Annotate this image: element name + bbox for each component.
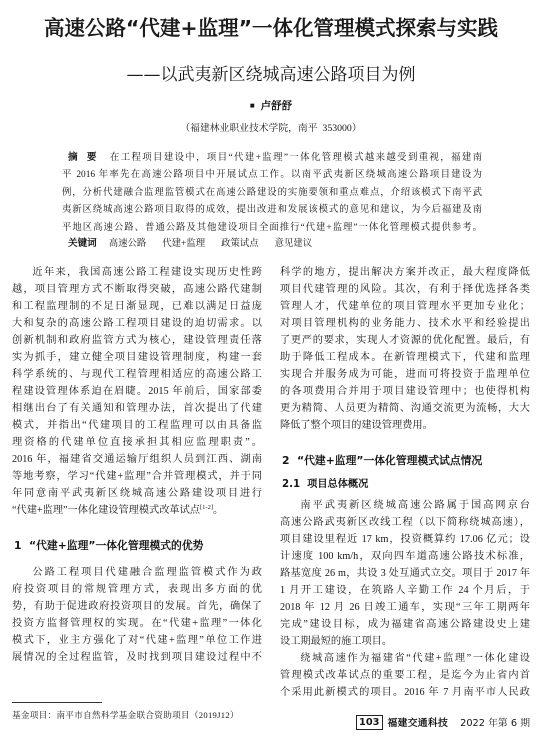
text-line: 势，有助于促进政府投资项目的发展。首先，确保了 bbox=[12, 600, 262, 612]
funding-footnote: 基金项目：南平市自然科学基金联合资助项目（2019J12） bbox=[12, 710, 239, 720]
text-line: 对项目管理机构的业务能力、技术水平和经验提出 bbox=[280, 317, 530, 329]
text-line: 投资方监督管理权的实现。在“代建+监理”一体化 bbox=[12, 617, 262, 629]
section-heading-2: 2 “代建+监理”一体化管理模式试点情况 bbox=[282, 453, 483, 467]
text-line: 计速度 100 km/h，双向四车道高速公路技术标准， bbox=[280, 550, 530, 562]
keyword: 政策试点 bbox=[221, 238, 259, 249]
footnote-divider bbox=[12, 702, 102, 703]
abstract-line: 夷新区绕城高速公路项目取得的成效，提出改进和发展该模式的意见和建议，为今后福建及南 bbox=[62, 205, 482, 216]
article-subtitle: ——以武夷新区绕城高速公路项目为例 bbox=[126, 65, 416, 85]
text-line: 降低了整个项目的建设管理费用。 bbox=[280, 419, 433, 431]
abstract bbox=[62, 149, 482, 238]
text-line: 完成”建设目标，成为福建省高速公路建设史上建 bbox=[280, 618, 530, 630]
text-line: 程建设管理体系迫在眉睫。2015 年前后，国家部委 bbox=[12, 385, 262, 397]
text-line: 大和复杂的高速公路工程项目建设的迫切需求。以 bbox=[12, 317, 262, 329]
text-line: 模式，并指出“代建项目的工程监理可以由具备监 bbox=[12, 419, 262, 431]
text-line: 南平武夷新区绕城高速公路属于国高网京台 bbox=[300, 499, 530, 511]
text-line: 和工程监理制的不足日渐显现，已难以满足日益庞 bbox=[12, 300, 262, 312]
text-line: 创新机制和政府监管方式为核心，建设管理责任落 bbox=[12, 334, 262, 346]
text-line: 的各项费用合并用于项目建设管理中；也使得机构 bbox=[280, 385, 530, 397]
text-line: 了更严的要求，实现人才资源的优化配置。最后，有 bbox=[280, 334, 530, 346]
text-line: 绕城高速作为福建省“代建+监理”一体化建设 bbox=[300, 652, 530, 664]
text-line: 管理人才，代建单位的项目管理水平更加专业化； bbox=[280, 300, 530, 312]
intro-paragraph bbox=[12, 264, 262, 519]
author-line bbox=[0, 99, 542, 114]
text-line: 1 月开工建设，在筑路人辛勤工作 24 个月后，于 bbox=[280, 584, 530, 596]
text-line: 模式下，业主方强化了对“代建+监理”单位工作进 bbox=[12, 634, 262, 646]
journal-name: 福建交通科技 bbox=[387, 718, 449, 729]
text-fragment: 。 bbox=[212, 504, 224, 516]
author-affiliation: （福建林业职业技术学院，南平 353000） bbox=[180, 123, 362, 134]
text-line: 相继出台了有关通知和管理办法，首次提出了代建 bbox=[12, 402, 262, 414]
text-line: 府投资项目的常规管理方式，表现出多方面的优 bbox=[12, 583, 262, 595]
keyword: 高速公路 bbox=[108, 238, 147, 249]
text-fragment: “代建+监理”一体化建设管理模式改革试点 bbox=[12, 504, 200, 516]
section-1-paragraph bbox=[12, 564, 262, 666]
text-line: 展情况的全过程监管，及时找到项目建设过程中不 bbox=[12, 651, 262, 663]
text-line: 科学的地方，提出解决方案并改正，最大程度降低 bbox=[280, 266, 530, 278]
pilot-paragraph bbox=[280, 650, 530, 701]
abstract-line: 平地区高速公路、普通公路及其他建设项目全面推行“代建+监理”一体化管理模式提供参考。 bbox=[62, 223, 482, 234]
text-line: 更为精简、人员更为精简、沟通交流更为流畅，大大 bbox=[280, 402, 530, 414]
keywords-label: 关键词 bbox=[68, 237, 97, 249]
text-line: 年同意南平武夷新区绕城高速公路建设项目进行 bbox=[12, 487, 262, 499]
text-line: 近年来，我国高速公路工程建设实现历史性跨 bbox=[32, 266, 262, 278]
abstract-line: 平 2016 年率先在高速公路项目中开展试点工作。以南平武夷新区绕城高速公路项目建设为 bbox=[62, 169, 482, 180]
abstract-text: 在工程项目建设中，项目“代建+监理”一体化管理模式越来越受到重视，福建南 bbox=[108, 153, 482, 163]
overview-paragraph bbox=[280, 497, 530, 650]
text-line: 实现合并服务成为可能，进而可将投资于监理单位 bbox=[280, 368, 530, 380]
author-name: 卢舒舒 bbox=[260, 101, 293, 112]
article-title: 高速公路“代建+监理”一体化管理模式探索与实践 bbox=[43, 16, 499, 40]
text-line: 理资格的代建单位直接承担其相应监理职责”。 bbox=[12, 436, 262, 448]
citation-ref: [1-2] bbox=[199, 503, 213, 511]
text-line: 等地考察，学习“代建+监理”合并管理模式，并于同 bbox=[12, 470, 262, 482]
page-number: 103 bbox=[356, 715, 382, 730]
text-line: 实为抓手，建立健全项目建设管理制度，构建一套 bbox=[12, 351, 262, 363]
author-marker-icon: ■ bbox=[249, 101, 255, 110]
keyword: 意见建议 bbox=[274, 238, 313, 249]
text-line: 设工期最短的施工项目。 bbox=[280, 635, 393, 647]
abstract-line: 例，分析代建融合监理监管模式在高速公路建设的实施要领和重点难点，介绍该模式下南平武 bbox=[62, 187, 482, 198]
text-line bbox=[12, 502, 262, 519]
text-line: 项目建设里程近 17 km，投资概算约 17.06 亿元；设 bbox=[280, 533, 530, 545]
text-line: 科学系统的、与现代工程管理相适应的高速公路工 bbox=[12, 368, 262, 380]
subsection-heading-2-1: 2.1 项目总体概况 bbox=[282, 478, 369, 490]
text-line: 个采用此新模式的项目。2016 年 7 月南平市人民政 bbox=[280, 686, 530, 698]
page-footer bbox=[356, 714, 530, 730]
text-line: 助于降低工程成本。在新管理模式下，代建和监理 bbox=[280, 351, 530, 363]
abstract-label: 摘 要 bbox=[68, 152, 97, 163]
text-line: 公路工程项目代建融合监理监管模式作为政 bbox=[32, 566, 262, 578]
keywords bbox=[62, 235, 482, 252]
text-line: 路基宽度 26 m，共设 3 处互通式立交。项目于 2017 年 bbox=[280, 567, 530, 579]
text-line: 2016 年，福建省交通运输厅组织人员到江西、湖南 bbox=[12, 453, 262, 465]
section-1-paragraph-continued bbox=[280, 264, 530, 434]
keyword: 代建+监理 bbox=[162, 238, 206, 249]
text-line: 管理模式改革试点的重要工程，是迄今为止省内首 bbox=[280, 669, 530, 681]
text-line: 高速公路武夷新区改线工程（以下简称绕城高速）， bbox=[280, 516, 530, 528]
text-line: 项目代建管理的风险。其次，有利于择优选择各类 bbox=[280, 283, 530, 295]
text-line: 越，项目管理方式不断取得突破，高速公路代建制 bbox=[12, 283, 262, 295]
abstract-line bbox=[62, 149, 482, 167]
section-heading-1: 1 “代建+监理”一体化管理模式的优势 bbox=[14, 538, 204, 552]
text-line: 2018 年 12 月 26 日竣工通车，实现“三年工期两年 bbox=[280, 601, 530, 613]
journal-issue: 2022 年第 6 期 bbox=[460, 718, 530, 729]
